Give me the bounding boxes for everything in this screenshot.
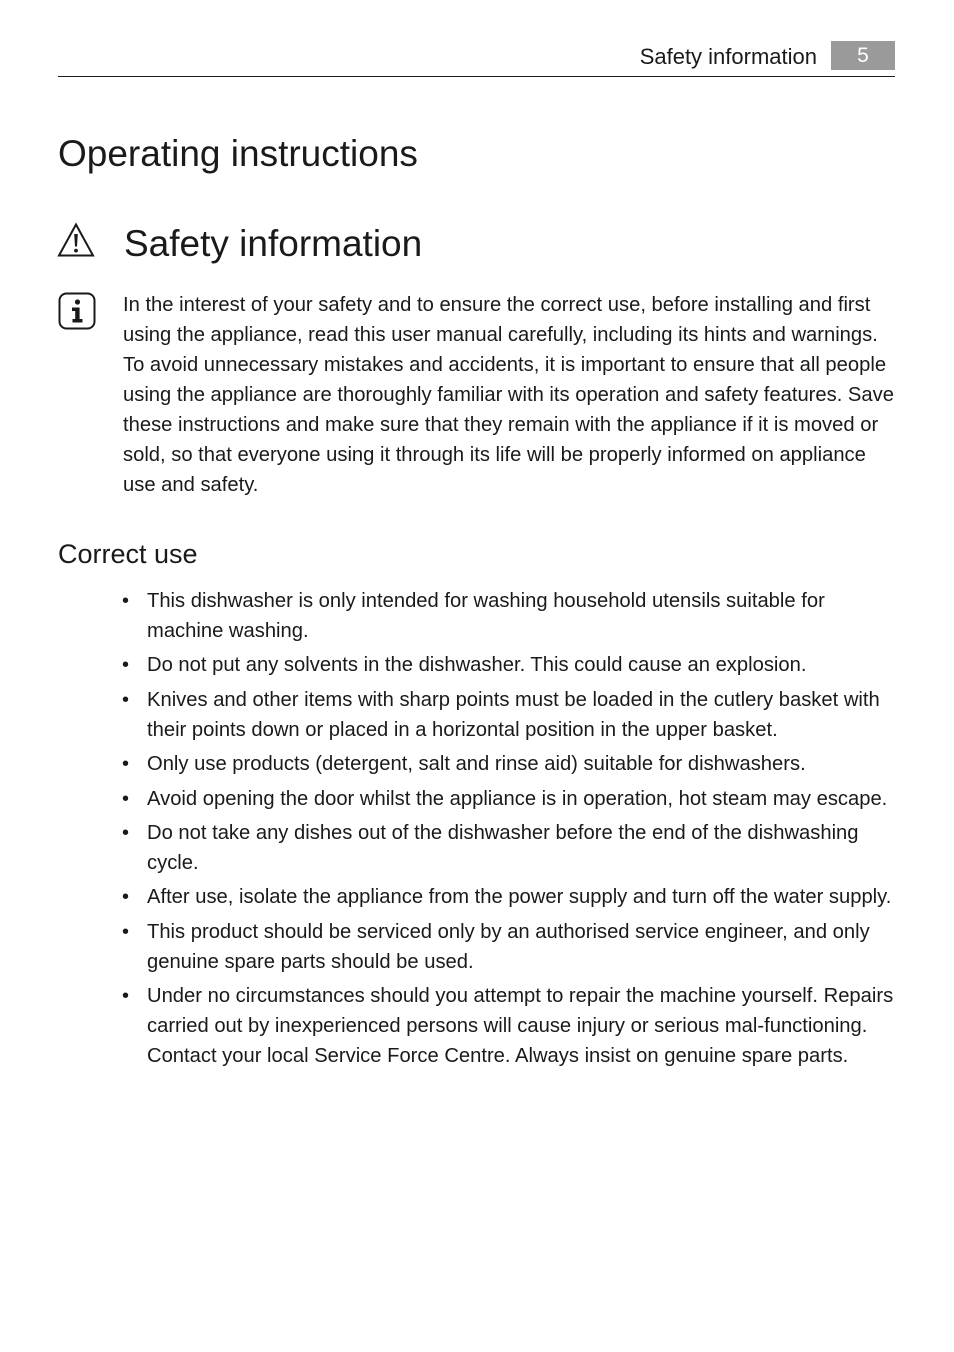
list-item xyxy=(122,586,902,646)
list-item xyxy=(122,749,902,779)
list-item-text: Under no circumstances should you attempt to repair the machine yourself. Repairs carried out by inexperienced persons will cause injury or serious mal-functioning. Contact your local Service Force Centre. Always insist on genuine spare parts. xyxy=(147,985,894,1068)
page-number: 5 xyxy=(831,41,895,70)
bullet-icon: • xyxy=(122,886,130,909)
list-item xyxy=(122,981,902,1071)
warning-triangle-icon xyxy=(57,222,95,258)
safety-intro-paragraph: In the interest of your safety and to ensure the correct use, before installing and first using the appliance, read this user manual carefully, including its hints and warnings. To avoid unnecessary mistakes and accidents, it is important to ensure that all people using the appliance are thoroughly familiar with its operation and safety features. Save these instructions and make sure that they remain with the appliance if it is moved or sold, so that everyone using it through its life will be properly informed on appliance use and safety. xyxy=(123,294,894,496)
bullet-icon: • xyxy=(122,985,130,1008)
safety-information-title: Safety information xyxy=(124,223,423,264)
list-item-text: Do not take any dishes out of the dishwasher before the end of the dishwashing cycle. xyxy=(147,821,859,874)
bullet-icon: • xyxy=(122,590,130,612)
correct-use-list xyxy=(122,586,902,1076)
list-item xyxy=(122,650,902,680)
correct-use-heading: Correct use xyxy=(58,539,198,569)
bullet-icon: • xyxy=(122,753,130,776)
info-icon xyxy=(58,292,96,330)
list-item xyxy=(122,882,902,912)
list-item-text: Only use products (detergent, salt and rinse aid) suitable for dishwashers. xyxy=(147,753,806,776)
page-title: Operating instructions xyxy=(58,133,418,174)
list-item-text: This product should be serviced only by an authorised service engineer, and only genuine spare parts should be used. xyxy=(147,920,870,973)
bullet-icon: • xyxy=(122,688,130,711)
header-section-title: Safety information xyxy=(639,44,817,69)
list-item-text: This dishwasher is only intended for washing household utensils suitable for machine washing. xyxy=(147,590,825,642)
list-item-text: Avoid opening the door whilst the appliance is in operation, hot steam may escape. xyxy=(147,787,888,810)
list-item-text: After use, isolate the appliance from the power supply and turn off the water supply. xyxy=(147,886,892,909)
list-item xyxy=(122,784,902,814)
list-item xyxy=(122,917,902,977)
list-item-text: Do not put any solvents in the dishwasher. This could cause an explosion. xyxy=(147,654,807,677)
list-item-text: Knives and other items with sharp points must be loaded in the cutlery basket with their points down or placed in a horizontal position in the upper basket. xyxy=(147,688,880,741)
bullet-icon: • xyxy=(122,920,130,943)
bullet-icon: • xyxy=(122,654,130,677)
page-header xyxy=(58,40,895,77)
bullet-icon: • xyxy=(122,821,130,844)
list-item xyxy=(122,818,902,878)
list-item xyxy=(122,685,902,745)
bullet-icon: • xyxy=(122,787,130,810)
